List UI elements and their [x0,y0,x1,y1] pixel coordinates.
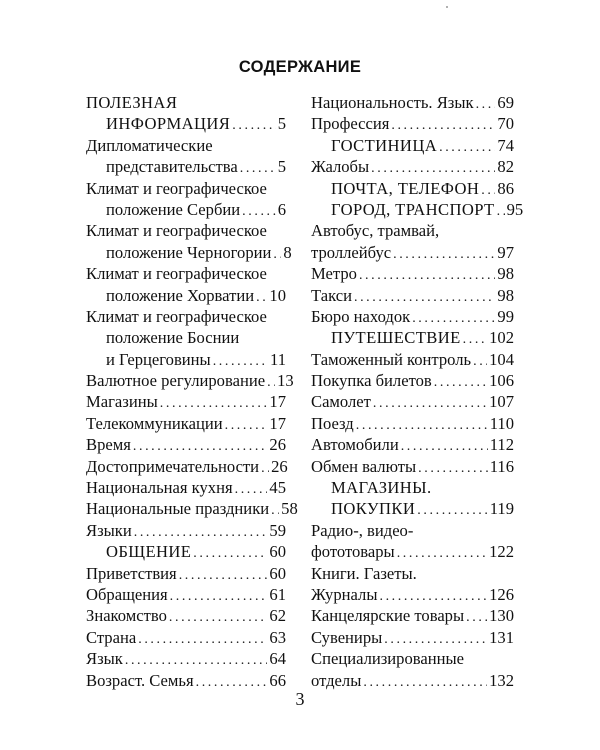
toc-dot-leader [232,115,275,136]
toc-entry-title: Метро [311,264,357,284]
toc-entry-title: Страна [86,627,137,647]
toc-dot-leader [401,436,488,457]
toc-dot-leader [391,115,495,136]
toc-entry [311,520,514,541]
toc-entry [311,327,514,348]
toc-entry [311,584,514,605]
toc-dot-leader [240,158,276,179]
toc-entry [86,541,286,562]
toc-dot-leader [373,393,487,414]
toc-entry-page: 102 [489,328,514,348]
toc-entry-title: Время [86,435,131,455]
toc-entry [311,178,514,199]
toc-entry-title: Специализированные [311,649,465,669]
toc-entry-title: Климат и географическое [86,221,267,241]
toc-dot-leader [384,629,487,650]
toc-entry [86,413,286,434]
toc-entry [311,285,514,306]
toc-entry [86,370,294,391]
toc-entry-page: 97 [497,242,514,262]
toc-dot-leader [481,180,495,201]
toc-dot-leader [371,158,495,179]
toc-entry [311,92,514,113]
toc-entry [311,605,514,626]
toc-entry-page: 112 [489,435,514,455]
toc-entry-title: Сувениры [311,627,383,647]
toc-entry-title: отделы [311,670,362,690]
toc-entry [86,584,286,605]
toc-entry-page: 45 [269,478,286,498]
toc-entry-title: Национальность. Язык [311,93,474,112]
toc-dot-leader [497,201,505,222]
toc-entry [311,670,514,691]
toc-entry [311,434,514,455]
toc-entry-title: положение Боснии [106,328,240,348]
toc-entry [311,263,514,284]
toc-dot-leader [235,479,268,500]
toc-entry [311,456,514,477]
toc-entry-page: 86 [497,178,514,198]
toc-entry-title: Знакомство [86,606,167,626]
toc-entry-page: 59 [269,520,286,540]
toc-entry [86,349,286,370]
toc-entry [86,178,286,199]
toc-dot-leader [242,201,276,222]
toc-entry-title: Автобус, трамвай, [311,221,440,241]
toc-dot-leader [169,607,268,628]
toc-entry [86,456,286,477]
toc-dot-leader [434,372,487,393]
toc-entry [311,627,514,648]
toc-entry-page: 74 [497,135,514,155]
toc-entry [86,242,292,263]
toc-entry [86,498,298,519]
toc-entry [86,156,286,177]
toc-dot-leader [271,500,279,521]
toc-entry-page: 5 [277,157,286,177]
toc-entry [311,498,514,519]
toc-entry-page: 69 [497,93,514,112]
toc-entry-title: Приветствия [86,563,177,583]
toc-entry-page: 107 [489,392,514,412]
toc-entry-title: Климат и географическое [86,306,267,326]
toc-dot-leader [134,522,268,543]
toc-entry-title: Климат и географическое [86,178,267,198]
toc-entry [311,242,514,263]
toc-entry-title: ПОЧТА, ТЕЛЕФОН [331,178,480,198]
toc-entry-page: 61 [269,584,286,604]
toc-entry-title: положение Сербии [106,199,241,219]
toc-dot-leader [359,265,495,286]
toc-entry [86,327,286,348]
toc-dot-leader [356,415,488,436]
toc-entry [86,113,286,134]
toc-dot-leader [418,458,488,479]
toc-entry-page: 11 [270,349,286,369]
toc-entry-page: 60 [269,542,286,562]
toc-entry [86,135,286,156]
toc-entry-title: Достопримечательности [86,456,260,476]
toc-entry-title: положение Хорватии [106,285,255,305]
toc-entry-title: Таможенный контроль [311,349,472,369]
toc-dot-leader [261,458,269,479]
toc-dot-leader [463,329,487,350]
toc-entry-page: 6 [277,199,286,219]
toc-entry-page: 106 [489,371,514,391]
toc-entry-title: Дипломатические [86,135,213,155]
toc-entry-page: 82 [497,157,514,177]
toc-entry [311,135,514,156]
toc-dot-leader [412,308,495,329]
toc-entry-title: Языки [86,520,132,540]
toc-entry-title: МАГАЗИНЫ. [331,478,432,498]
toc-entry [311,113,514,134]
toc-entry-title: Бюро находок [311,306,411,326]
toc-entry [311,391,514,412]
toc-entry-title: Канцелярские товары [311,606,465,626]
toc-entry-page: 119 [489,499,514,519]
toc-entry-title: Возраст. Семья [86,670,194,690]
toc-entry [86,263,286,284]
toc-entry-page: 98 [497,285,514,305]
toc-dot-leader [138,629,267,650]
toc-entry [311,306,514,327]
toc-entry [311,370,514,391]
toc-entry-page: 132 [489,670,514,690]
toc-dot-leader [354,287,495,308]
toc-entry-page: 99 [497,306,514,326]
toc-right-column [311,92,524,691]
toc-entry-page: 8 [283,242,292,262]
toc-entry-page: 126 [489,584,514,604]
toc-entry-title: представительства [106,157,238,177]
toc-dot-leader [160,393,268,414]
toc-entry-title: Обращения [86,584,168,604]
toc-entry-title: Жалобы [311,157,370,177]
toc-entry-title: троллейбус [311,242,392,262]
toc-entry-page: 26 [269,435,286,455]
toc-entry-page: 70 [497,114,514,134]
toc-dot-leader [379,586,487,607]
toc-entry-title: Национальные праздники [86,499,270,519]
toc-dot-leader [439,137,495,158]
toc-entry-page: 58 [281,499,298,519]
toc-entry-page: 130 [489,606,514,626]
toc-entry-title: Автомобили [311,435,399,455]
toc-entry-page: 122 [489,542,514,562]
toc-dot-leader [225,415,268,436]
toc-entry-title: Журналы [311,584,378,604]
toc-entry [86,434,286,455]
toc-dot-leader [397,543,487,564]
toc-entry [311,199,524,220]
toc-entry [86,627,286,648]
toc-entry [86,477,286,498]
toc-entry [86,391,286,412]
toc-entry [311,563,514,584]
toc-entry [86,670,286,691]
toc-entry-title: Валютное регулирование [86,371,266,391]
toc-entry-page: 60 [269,563,286,583]
toc-entry [311,349,514,370]
toc-dot-leader [170,586,268,607]
scan-speck [446,6,448,8]
toc-entry-page: 63 [269,627,286,647]
toc-entry-title: ПУТЕШЕСТВИЕ [331,328,461,348]
toc-entry-page: 98 [497,264,514,284]
toc-dot-leader [256,287,267,308]
toc-dot-leader [213,351,268,372]
toc-entry-title: Самолет [311,392,371,412]
page-title: СОДЕРЖАНИЕ [238,58,362,76]
toc-entry-title: Профессия [311,114,390,134]
toc-entry [86,648,286,669]
toc-dot-leader [273,244,281,265]
toc-entry [311,477,514,498]
toc-dot-leader [133,436,268,457]
toc-entry-page: 104 [489,349,514,369]
toc-entry [311,220,514,241]
toc-entry-title: ИНФОРМАЦИЯ [106,114,231,134]
toc-entry-title: положение Черногории [106,242,272,262]
toc-entry-title: ОБЩЕНИЕ [106,542,192,562]
toc-entry [311,413,514,434]
toc-entry-page: 5 [277,114,286,134]
toc-entry [311,648,514,669]
toc-entry-title: Магазины [86,392,158,412]
toc-entry-page: 17 [269,413,286,433]
toc-dot-leader [193,543,267,564]
toc-entry [86,605,286,626]
toc-entry-page: 10 [269,285,286,305]
toc-entry-page: 62 [269,606,286,626]
toc-entry-title: Такси [311,285,352,305]
toc-entry-page: 17 [269,392,286,412]
toc-entry-title: Поезд [311,413,354,433]
toc-entry-page: 26 [271,456,288,476]
toc-entry-title: Радио-, видео- [311,520,414,540]
toc-entry [86,520,286,541]
toc-entry [86,92,286,113]
toc-dot-leader [473,351,487,372]
toc-entry-title: Книги. Газеты. [311,563,417,583]
toc-entry [86,563,286,584]
toc-entry-title: и Герцеговины [106,349,211,369]
toc-entry-title: ПОЛЕЗНАЯ [86,93,178,112]
toc-entry-title: ПОКУПКИ [331,499,416,519]
toc-entry-title: Язык [86,649,123,669]
toc-dot-leader [393,244,495,265]
page-number: 3 [295,689,305,709]
toc-dot-leader [417,500,487,521]
toc-dot-leader [125,650,268,671]
toc-dot-leader [476,94,496,115]
toc-dot-leader [267,372,275,393]
toc-dot-leader [466,607,487,628]
toc-entry-title: ГОСТИНИЦА [331,135,438,155]
toc-entry-title: фототовары [311,542,395,562]
toc-entry-page: 66 [269,670,286,690]
toc-entry-page: 64 [269,649,286,669]
toc-entry-page: 131 [489,627,514,647]
toc-entry [311,541,514,562]
toc-entry [86,199,286,220]
toc-entry [86,285,286,306]
toc-entry [86,220,286,241]
toc-entry-title: ГОРОД, ТРАНСПОРТ [331,199,495,219]
toc-left-column [86,92,298,691]
toc-entry-page: 13 [277,371,294,391]
toc-entry-title: Обмен валюты [311,456,417,476]
toc-entry-page: 95 [506,199,524,219]
toc-entry-title: Покупка билетов [311,371,432,391]
toc-entry-page: 116 [489,456,514,476]
toc-entry-title: Национальная кухня [86,478,233,498]
toc-entry [311,156,514,177]
toc-entry-page: 110 [489,413,514,433]
toc-entry-title: Телекоммуникации [86,413,223,433]
toc-entry-title: Климат и географическое [86,264,267,284]
toc-entry [86,306,286,327]
toc-dot-leader [179,565,268,586]
